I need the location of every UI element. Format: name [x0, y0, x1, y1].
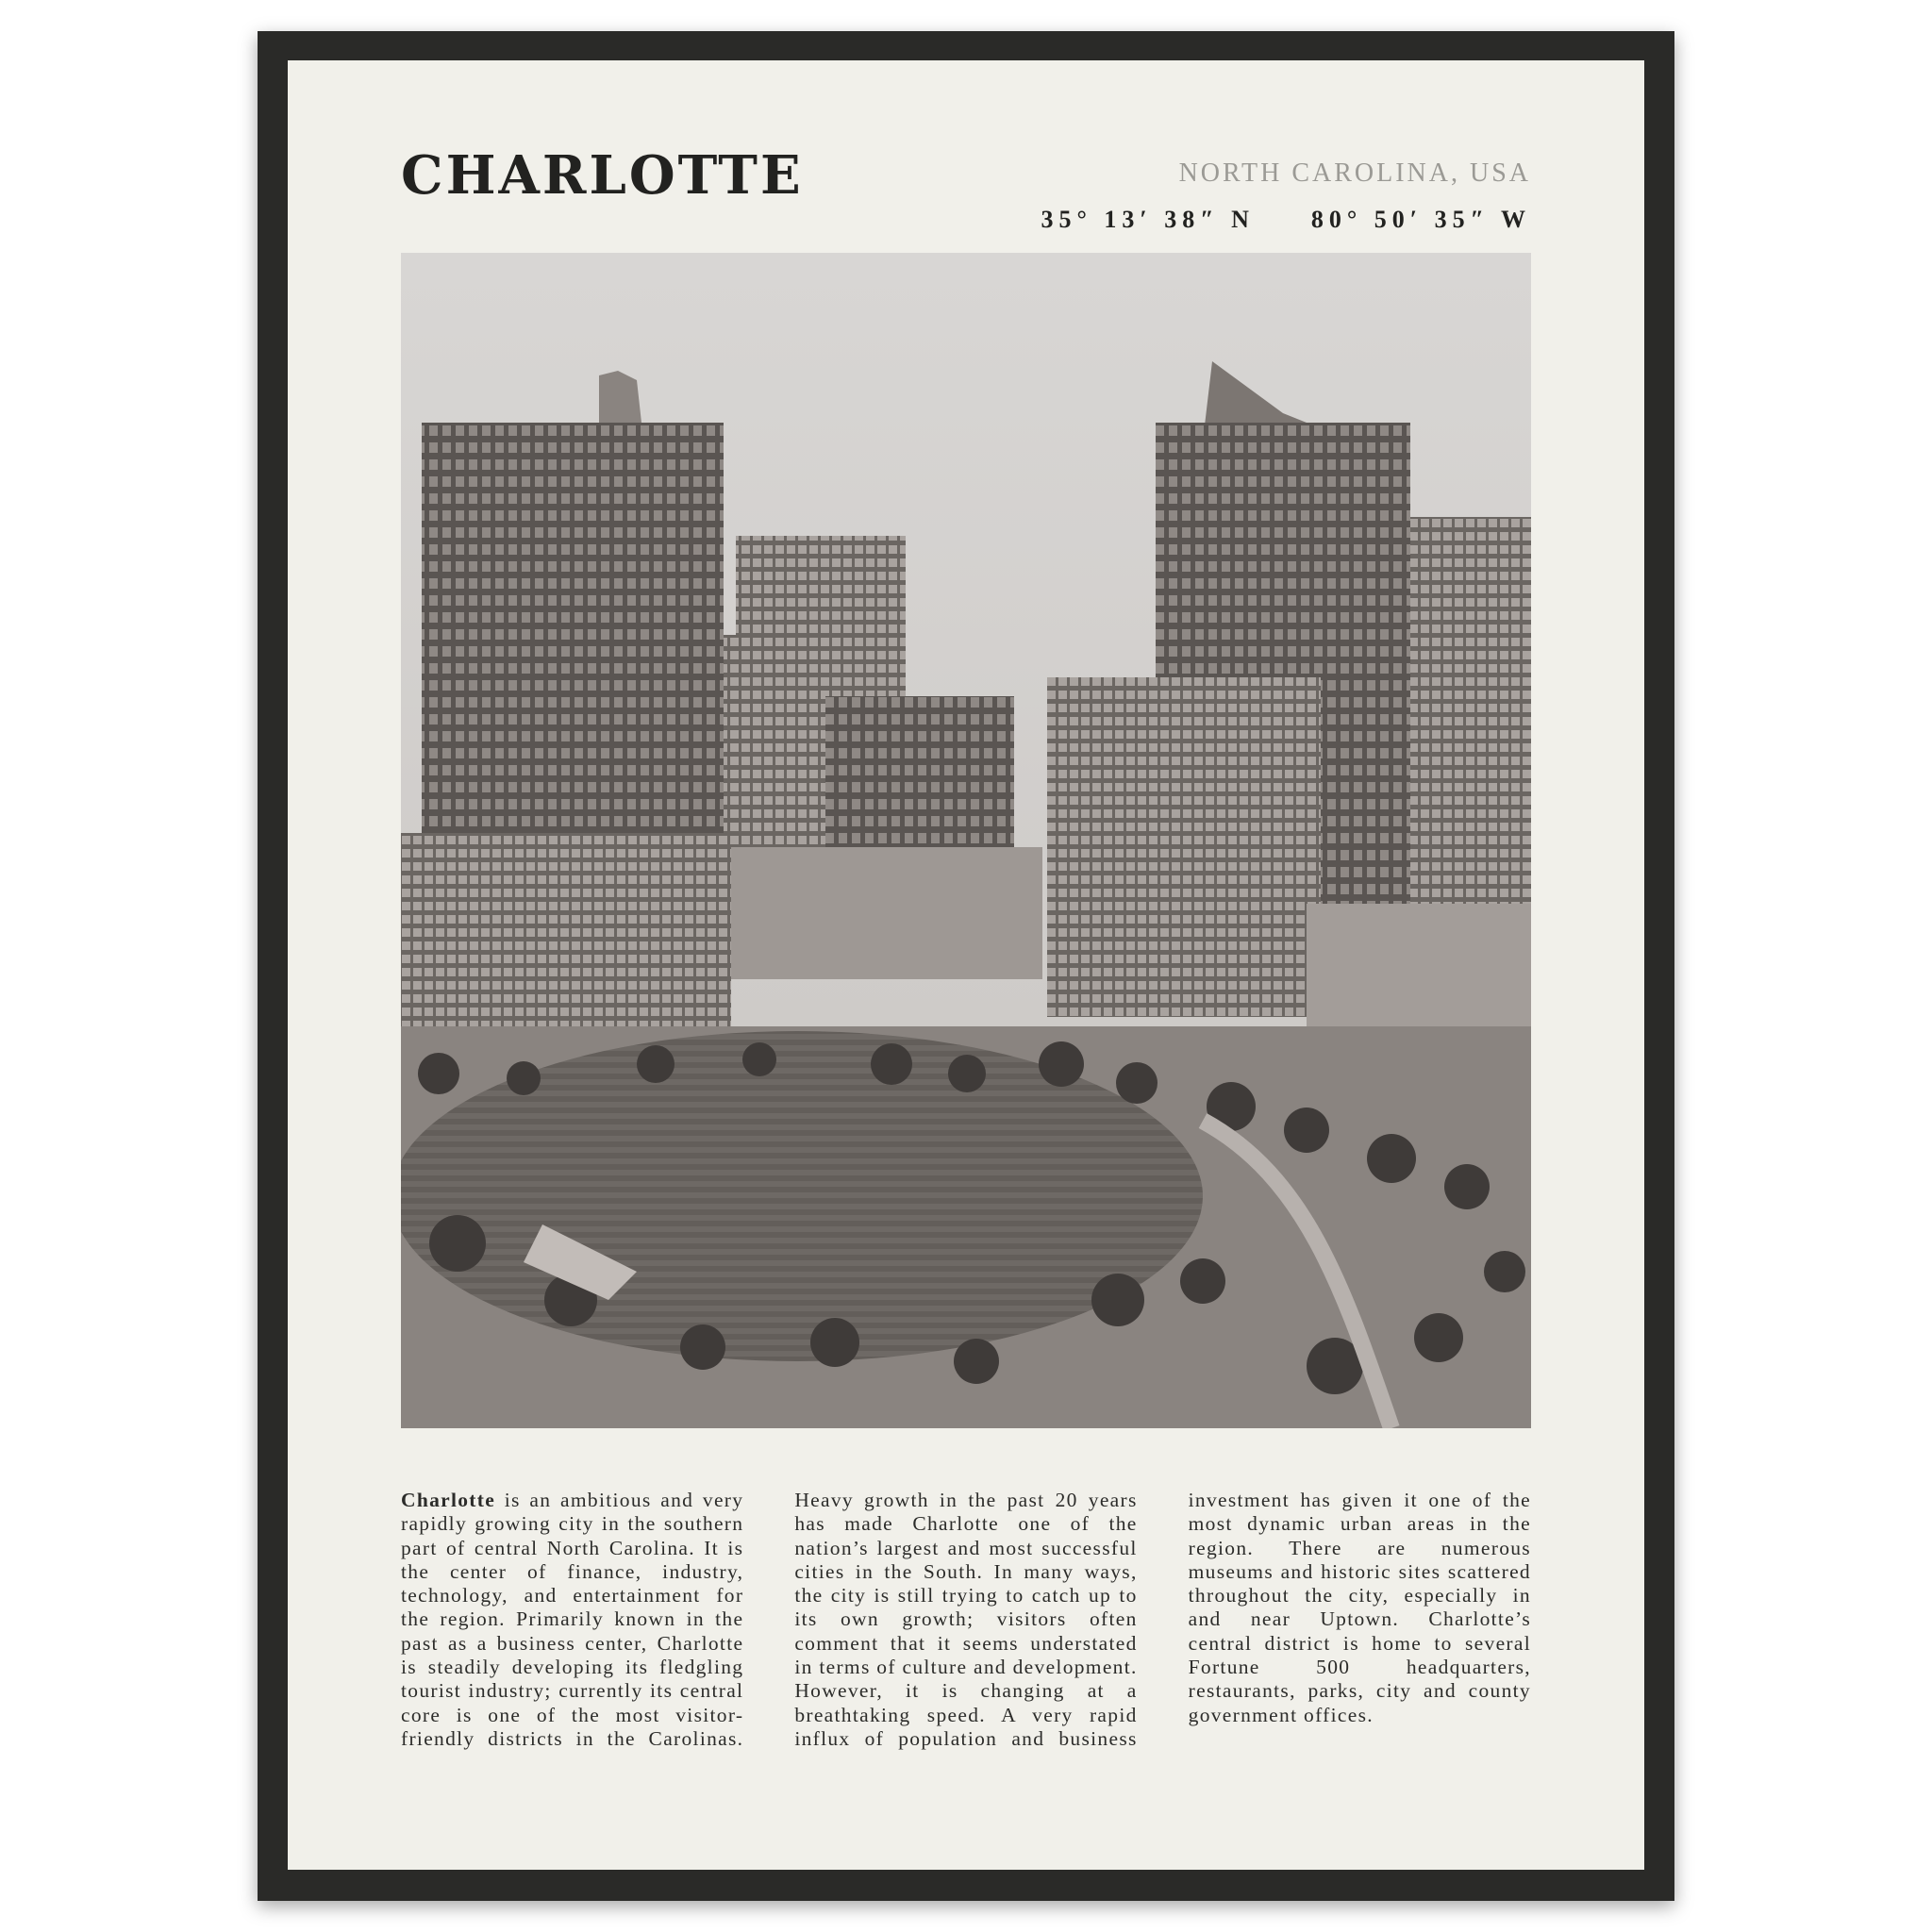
lead-word: Charlotte: [401, 1489, 496, 1511]
description-text: [401, 1489, 1531, 1751]
longitude: 80° 50′ 35″ W: [1310, 206, 1531, 233]
coordinates: [1041, 206, 1531, 234]
city-photo: [401, 253, 1531, 1428]
city-title: CHARLOTTE: [401, 144, 804, 207]
description-body: is an ambitious and very rapidly growing city in the southern part of central North Carolina. It is the center of finance, industry, technology, and entertainment for the region. Primarily known in the past as a business center, Charlotte is steadily developing its fledgling tourist industry; currently its central core is one of the most visitor-friendly districts in the Carolinas. Heavy growth in the past 20 years has made Charlotte one of the nation’s largest and most successful cities in the South. In many ways, the city is still trying to catch up to its own growth; visitors often comment that it seems understated in terms of culture and development. However, it is changing at a breathtaking speed. A very rapid influx of population and business investment has given it one of the most dynamic urban areas in the region. There are numerous museums and historic sites scattered throughout the city, especially in and near Uptown. Charlotte’s central district is home to several Fortune 500 headquarters, restaurants, parks, city and county government offices.: [401, 1489, 1531, 1750]
poster-paper: [288, 60, 1644, 1870]
region-label: NORTH CAROLINA, USA: [1178, 158, 1531, 188]
latitude: 35° 13′ 38″ N: [1041, 206, 1255, 233]
skyline-illustration: [401, 253, 1531, 1428]
